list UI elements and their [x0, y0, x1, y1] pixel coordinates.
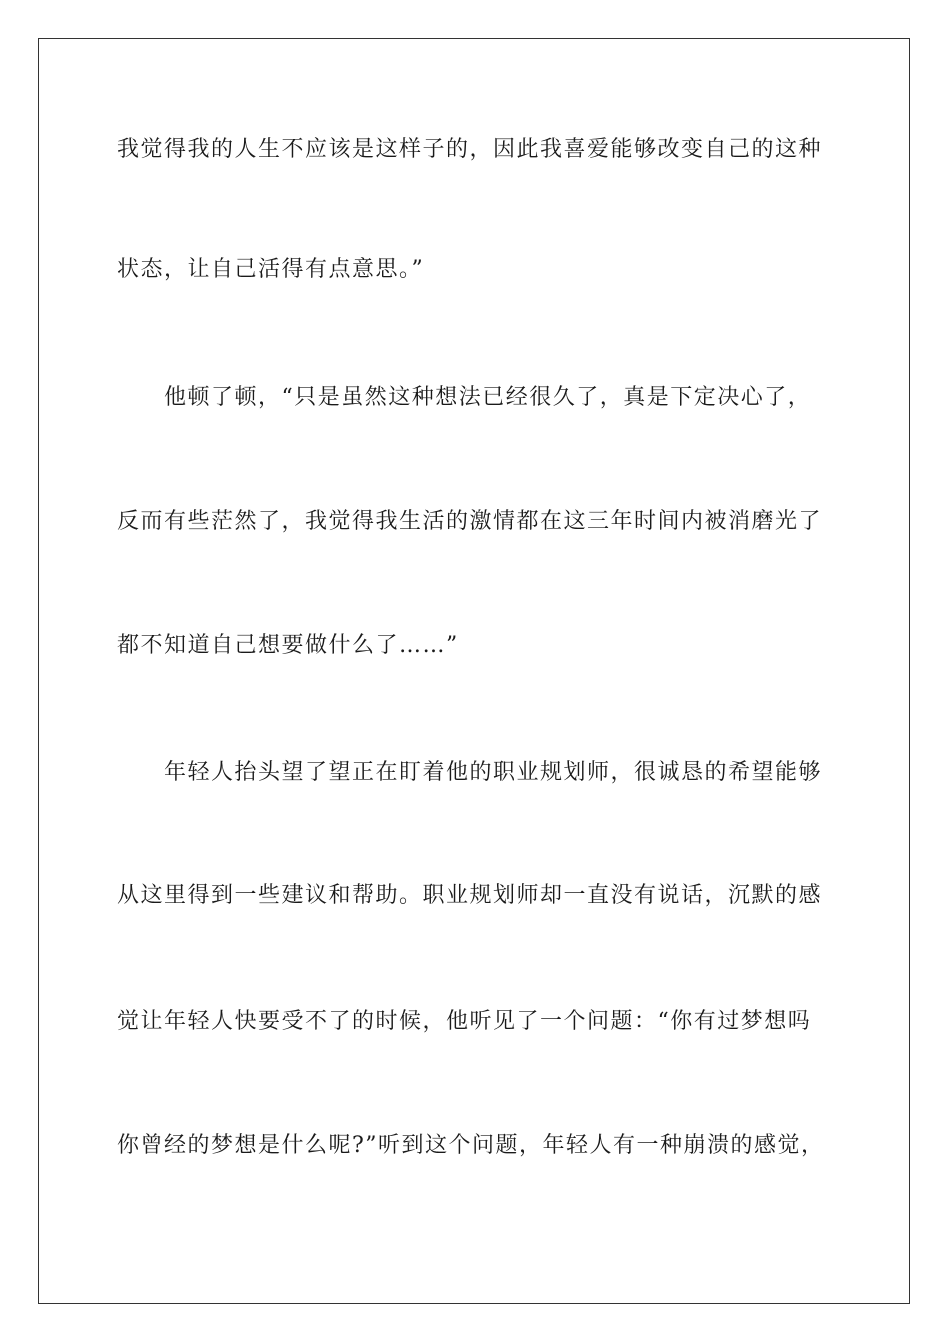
paragraph-start-line: 年轻人抬头望了望正在盯着他的职业规划师，很诚恳的希望能够 [164, 760, 823, 785]
paragraph-start-line: 他顿了顿，“只是虽然这种想法已经很久了，真是下定决心了， [164, 385, 812, 410]
text-line: 反而有些茫然了，我觉得我生活的激情都在这三年时间内被消磨光了 [117, 509, 823, 534]
text-line: 觉让年轻人快要受不了的时候，他听见了一个问题：“你有过梦想吗 [117, 1009, 812, 1034]
text-line: 状态，让自己活得有点意思。” [117, 257, 425, 282]
text-line: 我觉得我的人生不应该是这样子的，因此我喜爱能够改变自己的这种 [117, 137, 823, 162]
text-line: 都不知道自己想要做什么了……” [117, 633, 459, 658]
text-line: 你曾经的梦想是什么呢?”听到这个问题，年轻人有一种崩溃的感觉， [117, 1133, 825, 1158]
text-line: 从这里得到一些建议和帮助。职业规划师却一直没有说话，沉默的感 [117, 883, 823, 908]
page-border [38, 38, 910, 1304]
